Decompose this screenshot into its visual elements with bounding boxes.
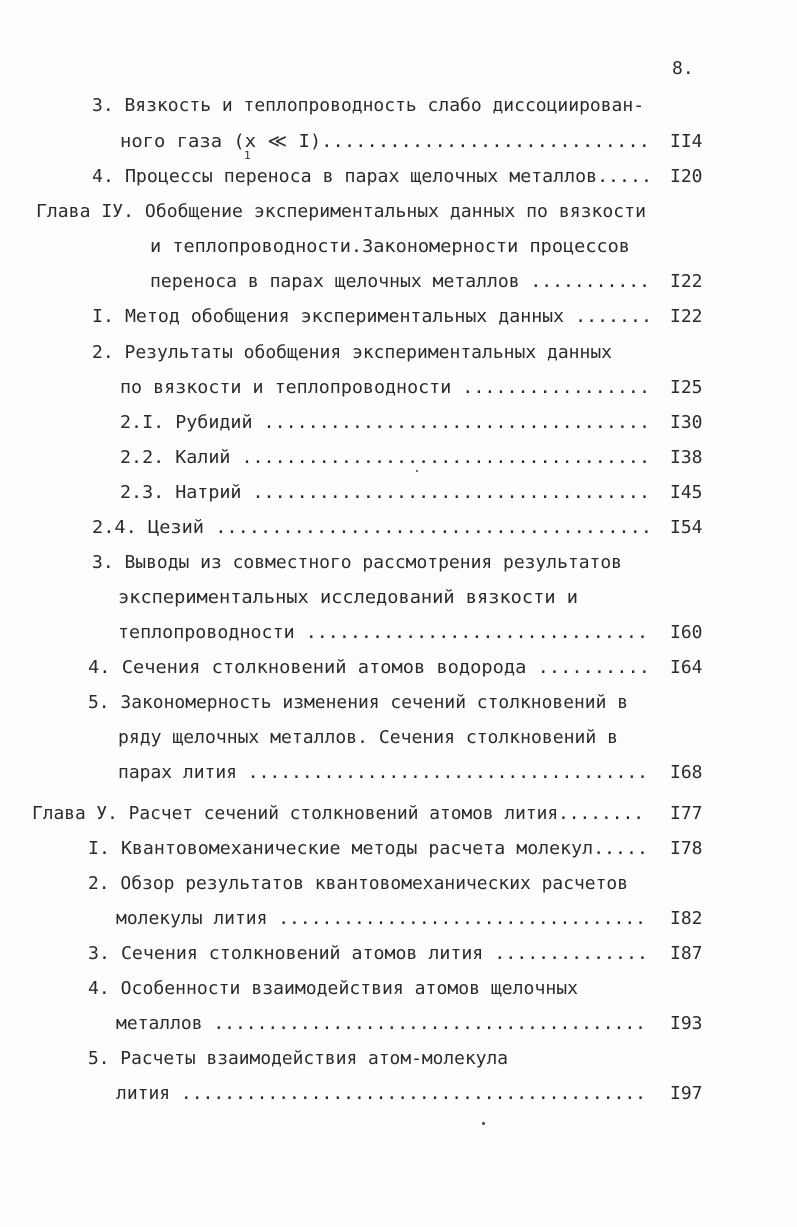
toc-text: 3. Сечения столкновений атомов лития .............. <box>88 943 648 964</box>
toc-text: ряду щелочных металлов. Сечения столкновений в <box>118 727 618 748</box>
toc-line <box>118 586 578 610</box>
toc-page: I64 <box>670 657 703 678</box>
toc-text: I. Квантовомеханические методы расчета молекул..... <box>88 838 648 859</box>
toc-page: I78 <box>670 838 703 859</box>
toc-text: металлов ........................................ <box>116 1013 647 1034</box>
toc-text: 3. Вязкость и теплопроводность слабо диссоциирован- <box>92 95 645 116</box>
toc-text: Глава У. Расчет сечений столкновений атомов лития........ <box>32 803 644 824</box>
toc-line <box>92 551 622 575</box>
toc-text: лития ........................................... <box>116 1083 647 1104</box>
toc-line <box>120 411 650 435</box>
toc-line <box>120 446 650 470</box>
toc-line <box>88 872 628 896</box>
toc-line <box>118 761 648 785</box>
toc-line <box>118 621 648 645</box>
toc-page: I68 <box>670 762 703 783</box>
toc-text: 5. Расчеты взаимодействия атом-молекула <box>88 1048 509 1069</box>
toc-page: I22 <box>670 306 703 327</box>
toc-text: теплопроводности ............................... <box>118 622 649 643</box>
toc-text: 2. Результаты обобщения экспериментальных данных <box>92 342 613 363</box>
toc-text: 4. Сечения столкновений атомов водорода .......... <box>88 657 651 678</box>
toc-line <box>88 691 628 715</box>
toc-text: 3. Выводы из совместного рассмотрения результатов <box>92 552 623 573</box>
subscript-1: 1 <box>244 149 251 162</box>
toc-page: II4 <box>670 131 703 152</box>
toc-line <box>92 341 612 365</box>
toc-text: по вязкости и теплопроводности ................. <box>120 377 651 398</box>
toc-text: и теплопроводности.Закономерности процессов <box>150 236 630 257</box>
toc-line <box>118 726 618 750</box>
toc-line <box>88 837 648 861</box>
toc-line <box>120 376 650 400</box>
toc-line <box>120 130 650 154</box>
toc-line <box>116 1082 646 1106</box>
toc-page: I97 <box>670 1083 703 1104</box>
toc-line <box>88 977 578 1001</box>
toc-text: 4. Особенности взаимодействия атомов щелочных <box>88 978 579 999</box>
toc-line <box>32 802 644 826</box>
toc-text: Глава IУ. Обобщение экспериментальных данных по вязкости <box>36 201 646 222</box>
toc-page: I77 <box>670 803 703 824</box>
toc-page: I22 <box>670 271 703 292</box>
toc-text: молекулы лития .................................. <box>116 908 647 929</box>
toc-page: I82 <box>670 908 703 929</box>
toc-page: I87 <box>670 943 703 964</box>
toc-page: I45 <box>670 482 703 503</box>
page-number: 8. <box>672 58 694 79</box>
toc-line <box>92 94 644 118</box>
toc-line <box>116 907 646 931</box>
toc-line <box>36 200 646 224</box>
scan-speck <box>482 1122 485 1125</box>
toc-text: экспериментальных исследований вязкости и <box>118 587 579 608</box>
toc-page: I30 <box>670 412 703 433</box>
toc-text: парах лития ..................................... <box>118 762 649 783</box>
toc-page: I54 <box>670 517 703 538</box>
toc-text: 4. Процессы переноса в парах щелочных металлов..... <box>92 166 652 187</box>
toc-text: I. Метод обобщения экспериментальных данных ....... <box>92 306 652 327</box>
toc-text: 5. Закономерность изменения сечений столкновений в <box>88 692 629 713</box>
toc-line <box>92 516 652 540</box>
toc-page: I38 <box>670 447 703 468</box>
toc-text: 2.4. Цезий ....................................... <box>92 517 653 538</box>
toc-page: I93 <box>670 1013 703 1034</box>
toc-line <box>88 656 650 680</box>
toc-text: ного газа (x ≪ I)............................. <box>120 131 651 152</box>
toc-page: I25 <box>670 377 703 398</box>
toc-page: I60 <box>670 622 703 643</box>
toc-page: I20 <box>670 166 703 187</box>
toc-text: переноса в парах щелочных металлов ........... <box>150 271 650 292</box>
toc-line <box>92 165 652 189</box>
scan-speck <box>416 470 418 472</box>
toc-line <box>88 1047 508 1071</box>
toc-text: 2.3. Натрий .................................... <box>120 482 651 503</box>
toc-line <box>92 305 652 329</box>
toc-text: 2. Обзор результатов квантовомеханических расчетов <box>88 873 629 894</box>
toc-line <box>88 942 648 966</box>
toc-line <box>150 235 630 259</box>
toc-text: 2.2. Калий ..................................... <box>120 447 651 468</box>
toc-line <box>120 481 650 505</box>
toc-text: 2.I. Рубидий ................................... <box>120 412 651 433</box>
toc-line <box>116 1012 646 1036</box>
toc-line <box>150 270 650 294</box>
